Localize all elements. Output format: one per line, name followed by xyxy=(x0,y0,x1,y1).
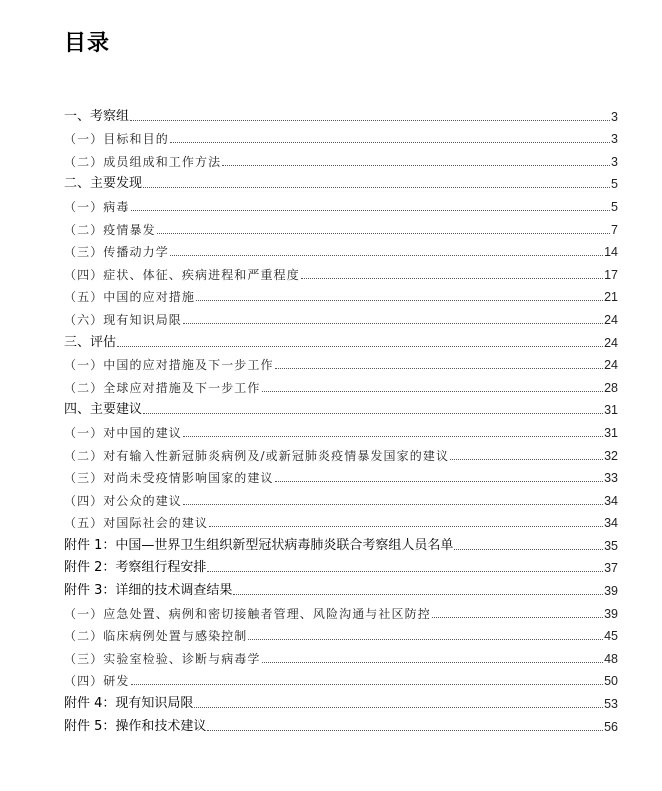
toc-entry[interactable] xyxy=(64,125,618,148)
toc-entry-label: 附件 3：详细的技术调查结果 xyxy=(64,583,233,599)
toc-entry-page-number: 39 xyxy=(604,584,618,599)
toc-entry-page-number: 50 xyxy=(604,674,618,689)
toc-entry-label: （六）现有知识局限 xyxy=(64,312,182,327)
toc-entry-label: （五）对国际社会的建议 xyxy=(64,516,209,531)
toc-entry[interactable] xyxy=(64,441,618,464)
dot-leader xyxy=(275,368,603,369)
toc-entry-page-number: 24 xyxy=(604,358,618,373)
toc-entry-page-number: 21 xyxy=(604,290,618,305)
toc-entry[interactable] xyxy=(64,215,618,238)
toc-entry-label: （二）全球应对措施及下一步工作 xyxy=(64,380,261,395)
toc-entry-label: 附件 1：中国—世界卫生组织新型冠状病毒肺炎联合考察组人员名单 xyxy=(64,537,454,553)
toc-entry[interactable] xyxy=(64,667,618,690)
toc-entry[interactable] xyxy=(64,418,618,441)
toc-entry[interactable] xyxy=(64,712,618,735)
dot-leader xyxy=(222,165,610,166)
dot-leader xyxy=(301,278,603,279)
toc-entry[interactable] xyxy=(64,170,618,193)
dot-leader xyxy=(194,707,603,708)
toc-entry-page-number: 5 xyxy=(611,177,618,192)
table-of-contents xyxy=(64,102,618,735)
toc-entry-label: （三）传播动力学 xyxy=(64,245,169,260)
toc-entry-page-number: 31 xyxy=(604,425,618,440)
toc-entry[interactable] xyxy=(64,599,618,622)
toc-entry-page-number: 45 xyxy=(604,629,618,644)
dot-leader xyxy=(157,233,610,234)
dot-leader xyxy=(143,413,603,414)
toc-entry-page-number: 48 xyxy=(604,651,618,666)
toc-entry[interactable] xyxy=(64,238,618,261)
toc-entry[interactable] xyxy=(64,622,618,645)
toc-entry-page-number: 31 xyxy=(604,403,618,418)
toc-entry-label: （二）疫情暴发 xyxy=(64,222,156,237)
toc-entry-page-number: 35 xyxy=(604,538,618,553)
toc-entry-label: （一）目标和目的 xyxy=(64,132,169,147)
dot-leader xyxy=(143,187,610,188)
toc-entry[interactable] xyxy=(64,509,618,532)
dot-leader xyxy=(117,346,603,347)
toc-entry-page-number: 28 xyxy=(604,380,618,395)
dot-leader xyxy=(170,255,603,256)
toc-entry-page-number: 5 xyxy=(611,199,618,214)
page-title: 目录 xyxy=(64,31,111,56)
dot-leader xyxy=(131,210,611,211)
toc-entry[interactable] xyxy=(64,283,618,306)
toc-entry-page-number: 24 xyxy=(604,312,618,327)
dot-leader xyxy=(262,391,604,392)
dot-leader xyxy=(130,120,610,121)
toc-entry-page-number: 56 xyxy=(604,719,618,734)
toc-entry[interactable] xyxy=(64,531,618,554)
toc-entry-label: （四）研发 xyxy=(64,674,130,689)
dot-leader xyxy=(183,323,603,324)
toc-entry[interactable] xyxy=(64,102,618,125)
toc-entry-page-number: 37 xyxy=(604,561,618,576)
toc-entry-page-number: 39 xyxy=(604,606,618,621)
dot-leader xyxy=(183,504,603,505)
dot-leader xyxy=(170,142,610,143)
toc-entry[interactable] xyxy=(64,689,618,712)
dot-leader xyxy=(209,526,603,527)
dot-leader xyxy=(233,594,603,595)
toc-entry-label: （二）临床病例处置与感染控制 xyxy=(64,629,248,644)
toc-entry-label: （一）对中国的建议 xyxy=(64,425,182,440)
toc-entry-page-number: 32 xyxy=(604,448,618,463)
toc-entry[interactable] xyxy=(64,464,618,487)
toc-entry-page-number: 34 xyxy=(604,516,618,531)
toc-entry-label: （四）对公众的建议 xyxy=(64,493,182,508)
toc-entry[interactable] xyxy=(64,192,618,215)
dot-leader xyxy=(275,481,603,482)
toc-entry-label: （五）中国的应对措施 xyxy=(64,290,196,305)
toc-entry[interactable] xyxy=(64,260,618,283)
toc-entry-label: 二、主要发现 xyxy=(64,176,143,192)
toc-entry-page-number: 3 xyxy=(611,154,618,169)
dot-leader xyxy=(432,617,603,618)
toc-entry-page-number: 34 xyxy=(604,493,618,508)
toc-entry[interactable] xyxy=(64,147,618,170)
toc-entry-label: 三、评估 xyxy=(64,334,117,350)
dot-leader xyxy=(131,684,604,685)
dot-leader xyxy=(196,300,603,301)
toc-entry-page-number: 24 xyxy=(604,335,618,350)
toc-entry-label: 四、主要建议 xyxy=(64,402,143,418)
toc-entry[interactable] xyxy=(64,373,618,396)
toc-entry-label: （一）应急处置、病例和密切接触者管理、风险沟通与社区防控 xyxy=(64,606,431,621)
dot-leader xyxy=(248,639,603,640)
toc-entry[interactable] xyxy=(64,644,618,667)
toc-entry-label: （二）对有输入性新冠肺炎病例及/或新冠肺炎疫情暴发国家的建议 xyxy=(64,448,450,463)
dot-leader xyxy=(207,571,603,572)
toc-entry[interactable] xyxy=(64,486,618,509)
dot-leader xyxy=(183,436,603,437)
toc-entry[interactable] xyxy=(64,328,618,351)
toc-entry-page-number: 7 xyxy=(611,222,618,237)
toc-entry-page-number: 14 xyxy=(604,245,618,260)
toc-entry-page-number: 3 xyxy=(611,132,618,147)
toc-entry-page-number: 53 xyxy=(604,697,618,712)
dot-leader xyxy=(262,662,604,663)
toc-entry-label: 附件 2：考察组行程安排 xyxy=(64,560,207,576)
toc-entry[interactable] xyxy=(64,305,618,328)
toc-entry[interactable] xyxy=(64,576,618,599)
toc-entry-page-number: 17 xyxy=(604,267,618,282)
toc-entry[interactable] xyxy=(64,351,618,374)
dot-leader xyxy=(207,730,603,731)
toc-entry-label: 附件 4：现有知识局限 xyxy=(64,696,194,712)
toc-entry-label: （一）中国的应对措施及下一步工作 xyxy=(64,358,274,373)
toc-entry-label: 附件 5：操作和技术建议 xyxy=(64,718,207,734)
toc-entry-label: （三）对尚未受疫情影响国家的建议 xyxy=(64,471,274,486)
dot-leader xyxy=(454,549,603,550)
toc-entry-label: （四）症状、体征、疾病进程和严重程度 xyxy=(64,267,300,282)
toc-entry-page-number: 33 xyxy=(604,471,618,486)
toc-entry-label: 一、考察组 xyxy=(64,108,130,124)
toc-entry[interactable] xyxy=(64,396,618,419)
dot-leader xyxy=(450,459,603,460)
toc-entry-label: （三）实验室检验、诊断与病毒学 xyxy=(64,651,261,666)
toc-entry-page-number: 3 xyxy=(611,109,618,124)
toc-entry-label: （一）病毒 xyxy=(64,199,130,214)
toc-entry[interactable] xyxy=(64,554,618,577)
toc-entry-label: （二）成员组成和工作方法 xyxy=(64,154,222,169)
